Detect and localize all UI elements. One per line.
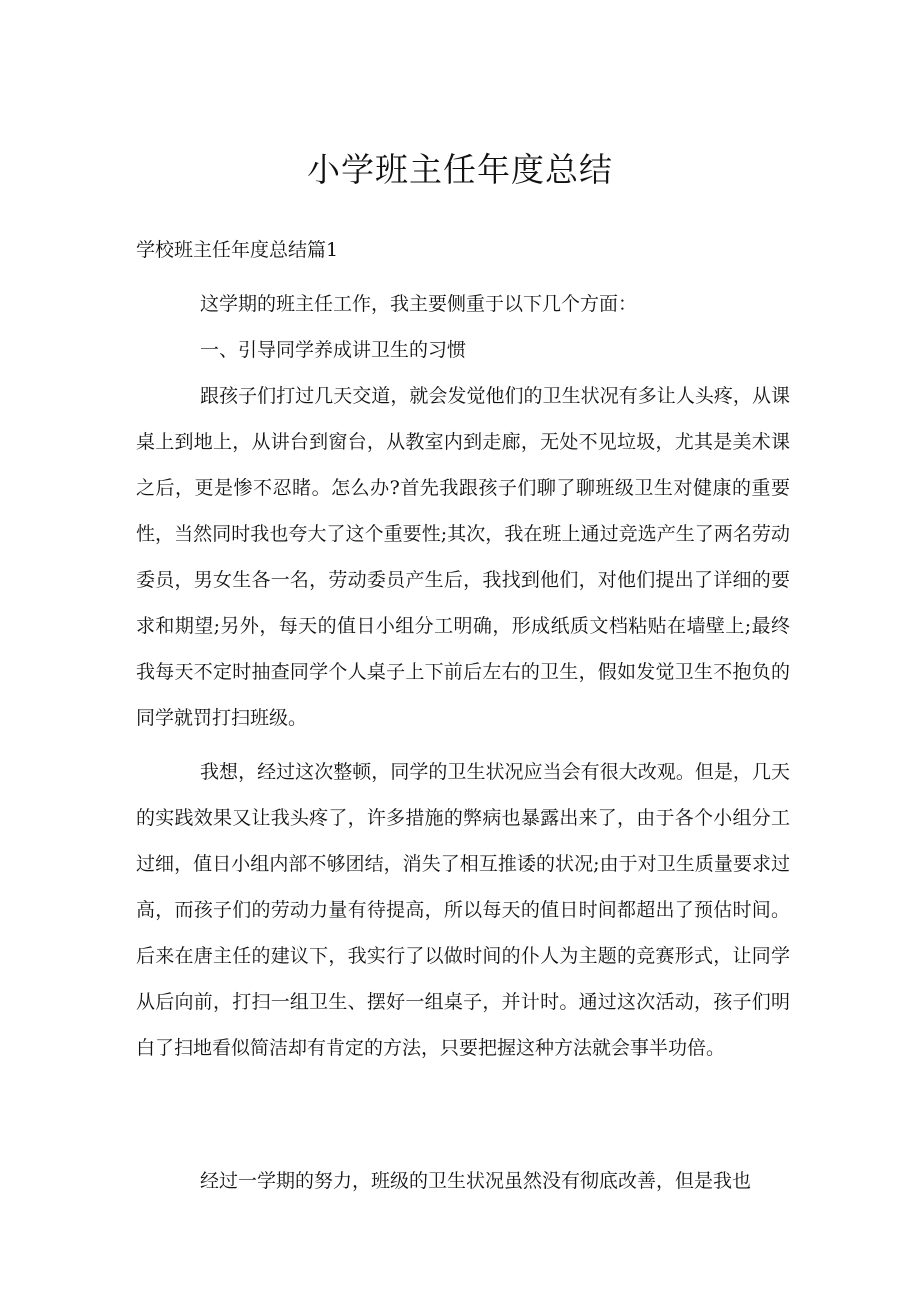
paragraph-intro: 这学期的班主任工作，我主要侧重于以下几个方面： (200, 293, 638, 315)
section-heading-1: 一、引导同学养成讲卫生的习惯 (200, 339, 467, 361)
paragraph-1: 跟孩子们打过几天交道，就会发觉他们的卫生状况有多让人头疼，从课桌上到地上，从讲台到窗台，从教室内到走廊，无处不见垃圾，尤其是美术课之后，更是惨不忍睹。怎么办?首先我跟孩子们聊了聊班级卫生对健康的重要性，当然同时我也夸大了这个重要性;其次，我在班上通过竞选产生了两名劳动委员，男女生各一名，劳动委员产生后，我找到他们，对他们提出了详细的要求和期望;另外，每天的值日小组分工明确，形成纸质文档粘贴在墙壁上;最终我每天不定时抽查同学个人桌子上下前后左右的卫生，假如发觉卫生不抱负的同学就罚打扫班级。 (136, 385, 790, 729)
paragraph-2: 我想，经过这次整顿，同学的卫生状况应当会有很大改观。但是，几天的实践效果又让我头疼了，许多措施的弊病也暴露出来了，由于各个小组分工过细，值日小组内部不够团结，消失了相互推诿的状况;由于对卫生质量要求过高，而孩子们的劳动力量有待提高，所以每天的值日时间都超出了预估时间。后来在唐主任的建议下，我实行了以做时间的仆人为主题的竞赛形式，让同学从后向前，打扫一组卫生、摆好一组桌子，并计时。通过这次活动，孩子们明白了扫地看似简洁却有肯定的方法，只要把握这种方法就会事半功倍。 (136, 761, 790, 1059)
document-subtitle: 学校班主任年度总结篇1 (136, 239, 339, 261)
paragraph-3: 经过一学期的努力，班级的卫生状况虽然没有彻底改善，但是我也 (200, 1170, 752, 1192)
document-title: 小学班主任年度总结 (307, 150, 613, 189)
